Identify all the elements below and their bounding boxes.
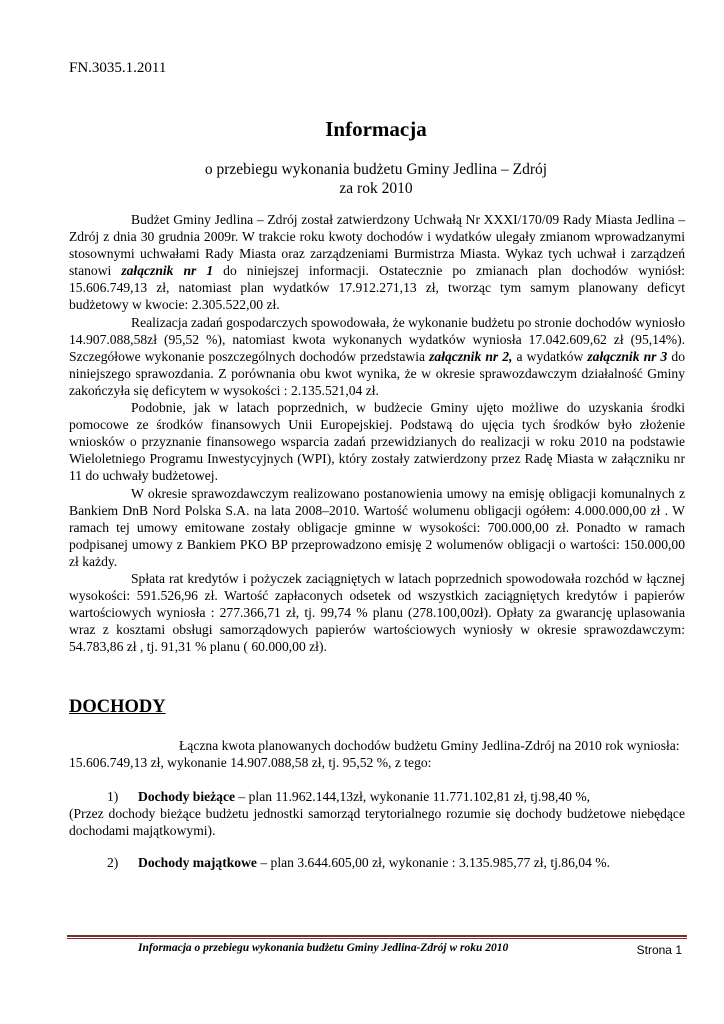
paragraph-budget-approval: Budżet Gminy Jedlina – Zdrój został zatwierdzony Uchwałą Nr XXXI/170/09 Rady Miasta Jedlina – Zdrój z dnia 30 grudnia 2009r. W trakcie roku kwoty dochodów i wydatków ulegały zmianom wprowadzanymi stosownymi uchwałami Rady Miasta oraz zarządzeniami Burmistrza Miasta. Wykaz tych uchwał i zarządzeń stanowi załącznik nr 1 do niniejszej informacji. Ostatecznie po zmianach plan dochodów wyniósł: 15.606.749,13 zł, natomiast plan wydatków 17.912.271,13 zł, tworząc tym samym planowany deficyt budżetowy w kwocie: 2.305.522,00 zł. <box>69 212 686 313</box>
attachment-1-ref: załącznik nr 1 <box>121 263 214 279</box>
item-values: – plan 11.962.144,13zł, wykonanie 11.771.102,81 zł, tj.98,40 %, <box>235 789 591 805</box>
dochody-item-current-note: (Przez dochody bieżące budżetu jednostki samorząd terytorialnego rozumie się dochody budżetowe niebędące dochodami majątkowymi). <box>69 806 685 839</box>
document-title: Informacja <box>325 117 427 141</box>
item-number: 2) <box>107 855 119 871</box>
dochody-item-capital <box>69 854 685 871</box>
dochody-item-current <box>69 788 685 805</box>
paragraph-eu-funds: Podobnie, jak w latach poprzednich, w budżecie Gminy ujęto możliwe do uzyskania środki pomocowe ze środków finansowych Unii Europejskiej. Podstawą do ujęcia tych środków było złożenie wniosków o przyznanie finansowego wsparcia zadań przewidzianych do realizacji w roku 2010 na podstawie Wieloletniego Programu Inwestycyjnych (WPI), który zostały zatwierdzony przez Radę Miasta w załączniku nr 11 do uchwały budżetowej. <box>69 400 685 484</box>
document-subtitle <box>0 160 724 198</box>
footer-rule-thin <box>67 938 687 939</box>
item-label: Dochody bieżące <box>138 789 236 805</box>
dochody-intro: Łączna kwota planowanych dochodów budżetu Gminy Jedlina-Zdrój na 2010 rok wyniosła: 15.606.749,13 zł, wykonanie 14.907.088,58 zł, tj. 95,52 %, z tego: <box>69 738 680 771</box>
paragraph-loan-repayment: Spłata rat kredytów i pożyczek zaciągniętych w latach poprzednich spowodowała rozchód w łącznej wysokości: 591.526,96 zł. Wartość zapłaconych odsetek od wszystkich zaciągniętych kredytów i papierów wartościowych wyniosła : 277.366,71 zł, tj. 99,74 % planu (278.100,00zł). Opłaty za gwarancję uplasowania wraz z kosztami obsługi samorządowych papierów wartościowych wyniosły w okresie sprawozdawczym: 54.783,86 zł , tj. 91,31 % planu ( 60.000,00 zł). <box>69 570 685 655</box>
footer-page-number: Strona 1 <box>636 943 682 957</box>
paragraph-bonds: W okresie sprawozdawczym realizowano postanowienia umowy na emisję obligacji komunalnych z Bankiem DnB Nord Polska S.A. na lata 2008–2010. Wartość wolumenu obligacji ogółem: 4.000.000,00 zł . W ramach tej umowy emitowane zostały obligacje gminne w wysokości: 700.000,00 zł. Ponadto w ramach podpisanej umowy z Bankiem PKO BP przeprowadzono emisję 2 wolumenów obligacji o wartości: 150.000,00 zł każdy. <box>69 485 685 569</box>
footer-rule-thick <box>67 935 687 937</box>
item-number: 1) <box>107 789 119 805</box>
paragraph-budget-execution: Realizacja zadań gospodarczych spowodowała, że wykonanie budżetu po stronie dochodów wyniosło 14.907.088,58zł (95,52 %), natomiast kwota wykonanych wydatków wyniosła 17.042.609,62 zł (95,14%). Szczegółowe wykonanie poszczególnych dochodów przedstawia załącznik nr 2, a wydatków załącznik nr 3 do niniejszego sprawozdania. Z porównania obu kwot wynika, że w okresie sprawozdawczym działalność Gminy zakończyła się deficytem w wysokości : 2.135.521,04 zł. <box>69 314 685 398</box>
subtitle-line-1: o przebiegu wykonania budżetu Gminy Jedlina – Zdrój <box>204 161 548 178</box>
attachment-2-ref: załącznik nr 2, <box>429 348 513 364</box>
footer-title: Informacja o przebiegu wykonania budżetu Gminy Jedlina-Zdrój w roku 2010 <box>138 942 509 954</box>
document-reference: FN.3035.1.2011 <box>69 60 167 76</box>
attachment-3-ref: załącznik nr 3 <box>587 348 668 364</box>
item-values: – plan 3.644.605,00 zł, wykonanie : 3.135.985,77 zł, tj.86,04 %. <box>256 855 610 871</box>
item-label: Dochody majątkowe <box>138 855 257 871</box>
subtitle-line-2: za rok 2010 <box>339 180 413 197</box>
section-heading-dochody: DOCHODY <box>69 697 166 717</box>
dochody-section <box>69 737 685 872</box>
report-body <box>69 211 685 655</box>
